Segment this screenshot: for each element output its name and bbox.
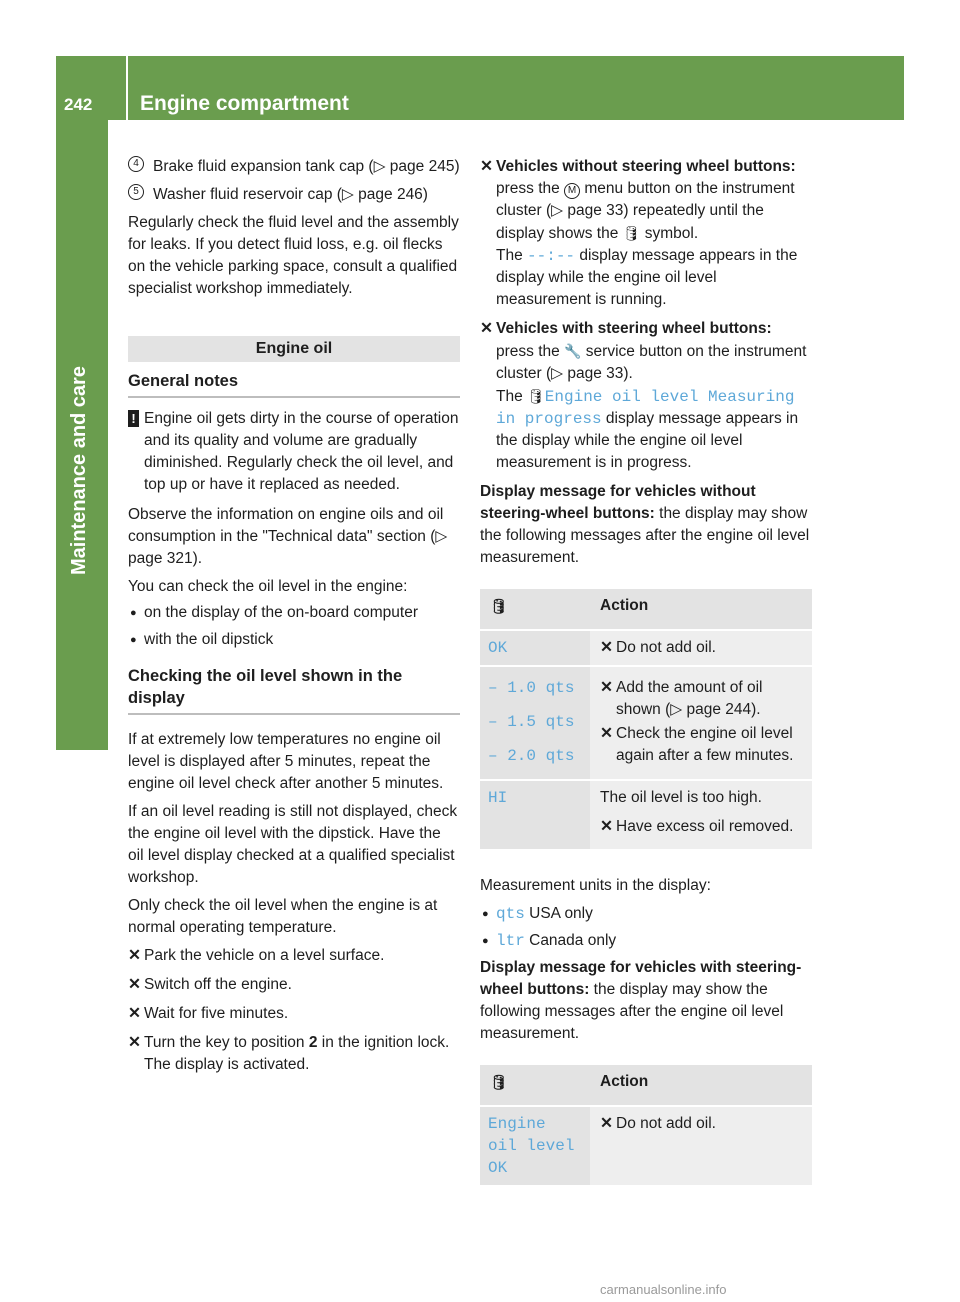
list-item	[128, 629, 460, 651]
callout-number: 5	[128, 184, 144, 200]
units-heading: Measurement units in the display:	[480, 877, 711, 894]
display-code-line	[488, 1135, 582, 1157]
step-text: service button on the instrument cluster (▷ page 33).	[496, 343, 807, 382]
step-item	[600, 637, 804, 659]
table-row	[480, 781, 812, 851]
paragraph-lead: Display message for vehicles without steering-wheel buttons:	[480, 483, 756, 522]
step-text: Switch off the engine.	[144, 976, 292, 993]
header-divider	[126, 56, 128, 120]
display-code: HI	[488, 789, 508, 807]
unit-code: qts	[496, 905, 525, 923]
result-text: The oil level is too high.	[600, 789, 762, 806]
step-text: Turn the key to position	[144, 1034, 309, 1051]
bullet-icon: ●	[482, 935, 489, 947]
page-title: Engine compartment	[140, 92, 349, 115]
step-text: Park the vehicle on a level surface.	[144, 947, 385, 964]
step-arrow-icon: ✕	[480, 320, 493, 337]
step-arrow-icon: ✕	[128, 976, 141, 993]
warning-note	[128, 408, 460, 496]
legend-text: Brake fluid expansion tank cap (▷ page 245)	[153, 158, 460, 175]
watermark: carmanualsonline.info	[600, 1282, 727, 1297]
table-header-row	[480, 1065, 812, 1107]
step-arrow-icon: ✕	[600, 639, 613, 656]
step-heading: Vehicles with steering wheel buttons:	[496, 320, 772, 337]
step-text: The	[496, 388, 528, 405]
table-cell-code	[480, 781, 590, 851]
action-text: Do not add oil.	[616, 1115, 716, 1132]
step-item	[600, 677, 804, 721]
step-text: in the ignition lock.	[317, 1034, 450, 1051]
oil-level-table	[480, 589, 812, 851]
display-message: Engine oil level Measuring in progress	[496, 388, 795, 428]
action-text: Do not add oil.	[616, 639, 716, 656]
list-item	[480, 930, 812, 952]
step-arrow-icon: ✕	[600, 1115, 613, 1132]
callout-number: 4	[128, 156, 144, 172]
oil-level-table-2	[480, 1065, 812, 1187]
step-arrow-icon: ✕	[600, 818, 613, 835]
table-cell-action	[590, 781, 812, 851]
table-row	[480, 631, 812, 667]
oil-can-icon: 🛢	[527, 388, 545, 404]
unit-code: ltr	[496, 932, 525, 950]
page-header	[56, 56, 904, 120]
display-code: oil level	[488, 1137, 575, 1155]
warning-text: Engine oil gets dirty in the course of operation and its quality and volume are gradually diminished. Regularly check the oil level, and top up or have it replaced as needed.	[144, 410, 459, 493]
legend-item	[128, 184, 460, 206]
paragraph-text: the display may show the following messages after the engine oil level measurement.	[480, 505, 810, 566]
step-text: press the	[496, 343, 565, 360]
display-code: – 1.0 qts	[488, 679, 575, 697]
oil-can-icon: 🛢	[490, 1074, 508, 1090]
service-button-icon: 🔧	[564, 343, 582, 359]
table-cell-action	[590, 631, 812, 667]
step-item	[600, 723, 804, 767]
table-header-symbol	[480, 1065, 590, 1107]
step-arrow-icon: ✕	[480, 158, 493, 175]
list-item	[128, 602, 460, 624]
general-notes-heading: General notes	[128, 370, 460, 398]
legend-text: Washer fluid reservoir cap (▷ page 246)	[153, 186, 428, 203]
intro-paragraph: Regularly check the fluid level and the assembly for leaks. If you detect fluid loss, e.g. oil flecks on the vehicle parking space, consult a qualified specialist workshop immediately.	[128, 214, 459, 297]
step-item	[128, 1032, 460, 1076]
step-result: The display is activated.	[144, 1056, 310, 1073]
table-header-symbol	[480, 589, 590, 631]
step-text: symbol.	[640, 225, 699, 242]
key-position: 2	[308, 1034, 318, 1051]
message-paragraph	[480, 957, 812, 1045]
step-arrow-icon: ✕	[600, 725, 613, 742]
unit-text: Canada only	[524, 932, 617, 949]
table-cell-action	[590, 667, 812, 781]
display-code-line	[488, 677, 582, 699]
step-item	[600, 1113, 804, 1135]
step-arrow-icon: ✕	[600, 679, 613, 696]
step-text: The	[496, 247, 528, 264]
left-column	[128, 156, 460, 1083]
page-number: 242	[64, 95, 93, 114]
display-code: – 1.5 qts	[488, 713, 575, 731]
list-item-text: on the display of the on-board computer	[144, 604, 419, 621]
step-item	[128, 974, 460, 996]
step-text: display message appears in the display while the engine oil level measurement is running.	[496, 247, 798, 308]
display-code: Engine	[488, 1115, 546, 1133]
step-item	[128, 1003, 460, 1025]
paragraph: If at extremely low temperatures no engine oil level is displayed after 5 minutes, repeat the engine oil level check after another 5 minutes.	[128, 731, 444, 792]
display-code-line	[488, 1113, 582, 1135]
action-text: Add the amount of oil shown (▷ page 244).	[616, 679, 763, 718]
list-item-text: with the oil dipstick	[144, 631, 274, 648]
display-code-line	[488, 745, 582, 767]
step-item	[600, 816, 804, 838]
paragraph-text: the display may show the following messages after the engine oil level measurement.	[480, 981, 784, 1042]
chapter-tab	[56, 120, 108, 750]
unit-text: USA only	[524, 905, 593, 922]
action-text: Check the engine oil level again after a few minutes.	[616, 725, 794, 764]
step-text: Wait for five minutes.	[144, 1005, 289, 1022]
table-header-action: Action	[590, 1065, 812, 1107]
step-text: press the	[496, 180, 565, 197]
display-code: – 2.0 qts	[488, 747, 575, 765]
bullet-icon: ●	[130, 607, 137, 619]
table-header-action: Action	[590, 589, 812, 631]
step-text: menu button on the instrument cluster (▷ page 33) repeatedly until the display shows the	[496, 180, 795, 242]
action-text: Have excess oil removed.	[616, 818, 794, 835]
warning-icon: !	[128, 410, 139, 427]
section-title: Engine oil	[128, 336, 460, 362]
paragraph-lead: Display message for vehicles with steering-wheel buttons:	[480, 959, 802, 998]
display-code: OK	[488, 1159, 508, 1177]
legend-item	[128, 156, 460, 178]
table-header-row	[480, 589, 812, 631]
bullet-icon: ●	[482, 908, 489, 920]
right-column	[480, 156, 812, 1211]
display-code-line	[488, 711, 582, 733]
step-item	[480, 318, 812, 474]
oil-can-icon: 🛢	[490, 598, 508, 614]
step-item	[480, 156, 812, 311]
table-row	[480, 1107, 812, 1187]
display-message: --:--	[527, 247, 576, 265]
check-paragraph: You can check the oil level in the engine:	[128, 578, 408, 595]
step-arrow-icon: ✕	[128, 947, 141, 964]
list-item	[480, 903, 812, 925]
step-item	[128, 945, 460, 967]
oil-can-icon: 🛢	[622, 225, 641, 241]
observe-paragraph: Observe the information on engine oils and oil consumption in the "Technical data" section (▷ page 321).	[128, 506, 448, 567]
bullet-icon: ●	[130, 634, 137, 646]
chapter-label: Maintenance and care	[68, 366, 90, 575]
paragraph: If an oil level reading is still not displayed, check the engine oil level with the dipstick. Have the oil level display checked at a qualified specialist workshop.	[128, 803, 458, 886]
step-heading: Vehicles without steering wheel buttons:	[496, 158, 796, 175]
table-cell-code	[480, 1107, 590, 1187]
step-text: display message appears in the display while the engine oil level measurement is in progress.	[496, 410, 799, 471]
table-cell-code	[480, 667, 590, 781]
step-arrow-icon: ✕	[128, 1005, 141, 1022]
table-cell-action	[590, 1107, 812, 1187]
display-check-heading: Checking the oil level shown in the display	[128, 665, 460, 715]
paragraph: Only check the oil level when the engine is at normal operating temperature.	[128, 897, 438, 936]
display-code: OK	[488, 639, 508, 657]
table-cell-code	[480, 631, 590, 667]
menu-button-icon: M	[564, 183, 580, 199]
message-paragraph	[480, 481, 812, 569]
table-row	[480, 667, 812, 781]
display-code-line	[488, 1157, 582, 1179]
step-arrow-icon: ✕	[128, 1034, 141, 1051]
